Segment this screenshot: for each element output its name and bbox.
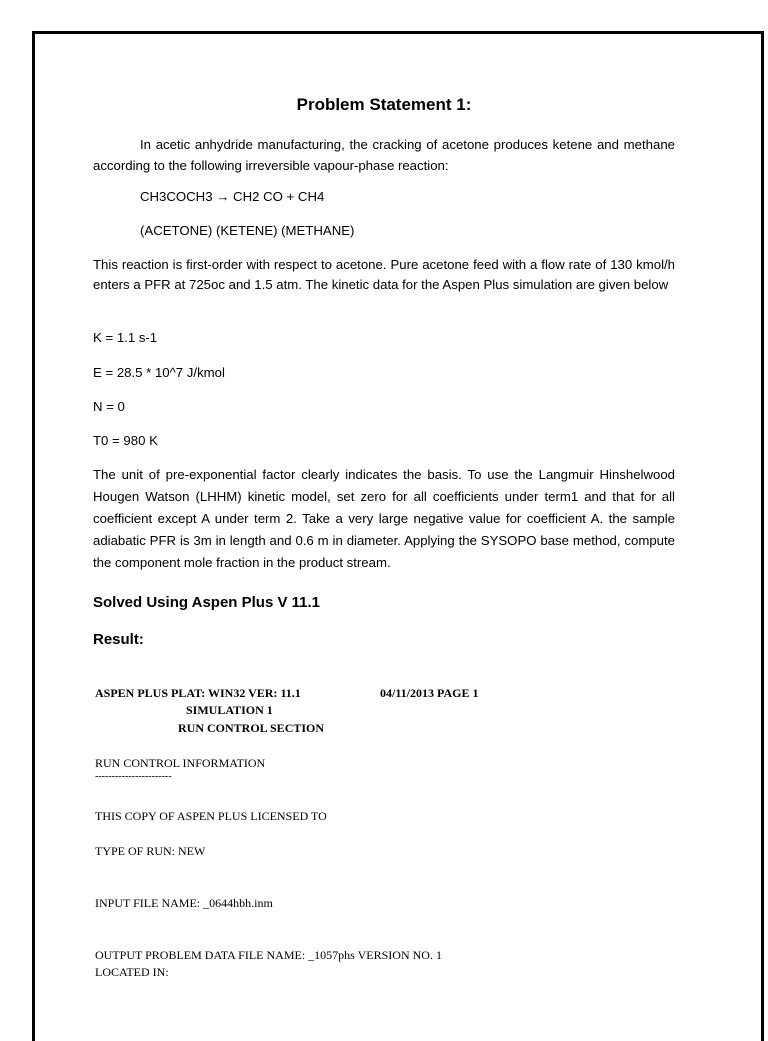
param-k: K = 1.1 s-1 — [93, 330, 158, 345]
param-e: E = 28.5 * 10^7 J/kmol — [93, 365, 225, 380]
report-output-file: OUTPUT PROBLEM DATA FILE NAME: _1057phs VERSION NO. 1 — [95, 948, 442, 962]
param-n: N = 0 — [93, 399, 125, 414]
report-simulation: SIMULATION 1 — [186, 703, 273, 717]
reaction-equation: CH3COCH3 → CH2 CO + CH4 — [140, 189, 325, 204]
problem-title: Problem Statement 1: — [296, 95, 472, 114]
report-located: LOCATED IN: — [95, 965, 169, 979]
result-heading: Result: — [93, 631, 144, 648]
report-header-date: 04/11/2013 PAGE 1 — [380, 686, 479, 700]
description-paragraph: This reaction is first-order with respect to acetone. Pure acetone feed with a flow rate of 130 kmol/h enters a PFR at 725oc and 1.5 atm. The kinetic data for the Aspen Plus simulation are given below — [93, 257, 675, 292]
report-info-title: RUN CONTROL INFORMATION — [95, 756, 266, 770]
instructions-paragraph: The unit of pre-exponential factor clearly indicates the basis. To use the Langmuir Hinshelwood Hougen Watson (LHHM) kinetic model, set zero for all coefficients under term1 and that for all coefficient except A under term 2. Take a very large negative value for coefficient A. the sample adiabatic PFR is 3m in length and 0.6 m in diameter. Applying the SYSOPO base method, compute the component mole fraction in the product stream. — [93, 467, 675, 570]
solved-heading: Solved Using Aspen Plus V 11.1 — [93, 594, 321, 611]
intro-paragraph: In acetic anhydride manufacturing, the cracking of acetone produces ketene and methane according to the following irreversible vapour-phase reaction: — [93, 137, 675, 173]
report-input-file: INPUT FILE NAME: _0644hbh.inm — [95, 896, 273, 910]
report-header-left: ASPEN PLUS PLAT: WIN32 VER: 11.1 — [95, 686, 301, 700]
report-licensed: THIS COPY OF ASPEN PLUS LICENSED TO — [95, 809, 327, 823]
report-run-type: TYPE OF RUN: NEW — [95, 844, 206, 858]
report-underline: ----------------------- — [95, 771, 172, 782]
species-names: (ACETONE) (KETENE) (METHANE) — [140, 223, 355, 238]
report-section: RUN CONTROL SECTION — [178, 721, 325, 735]
param-t0: T0 = 980 K — [93, 433, 158, 448]
